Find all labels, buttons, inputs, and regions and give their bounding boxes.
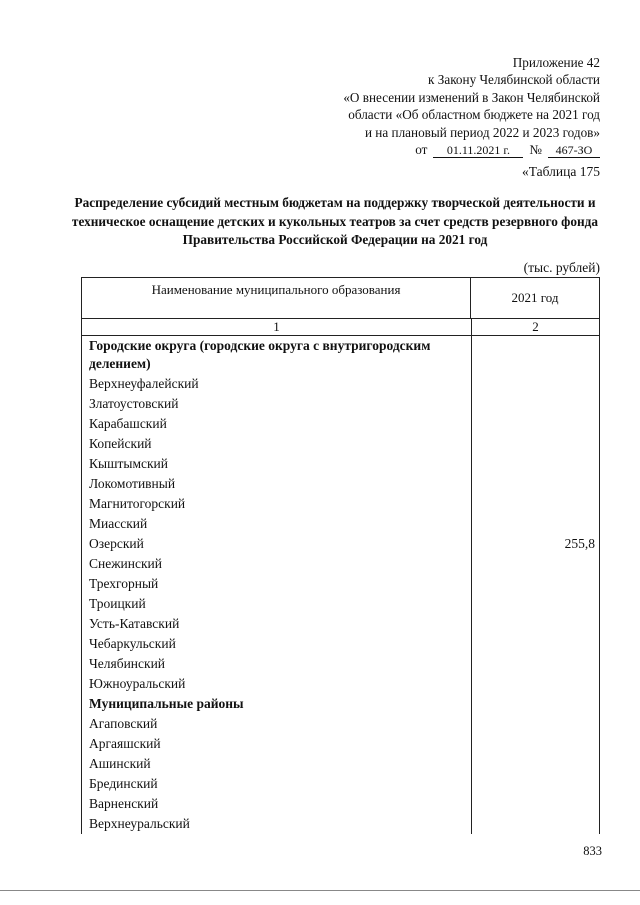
table-row [82, 554, 599, 574]
subsidy-value [471, 714, 599, 734]
subsidy-value [471, 754, 599, 774]
municipality-name: Варненский [89, 796, 159, 811]
table-row [82, 434, 599, 454]
municipality-name: Снежинский [89, 556, 162, 571]
table-row [82, 654, 599, 674]
municipality-name: Озерский [89, 536, 144, 551]
subsidy-value [471, 594, 599, 614]
table-row [82, 814, 599, 834]
subsidy-value [471, 336, 599, 374]
municipality-name: Усть-Катавский [89, 616, 180, 631]
subsidy-value: 255,8 [564, 536, 595, 551]
subsidy-value [471, 814, 599, 834]
municipality-name: Аргаяшский [89, 736, 161, 751]
table-header-row [82, 278, 599, 319]
subsidy-value [471, 614, 599, 634]
table-group-row [82, 694, 599, 714]
table-row [82, 794, 599, 814]
subsidy-value [471, 494, 599, 514]
subsidy-value [471, 794, 599, 814]
subsidy-value [471, 774, 599, 794]
table-row [82, 474, 599, 494]
table-row [82, 374, 599, 394]
units-label: (тыс. рублей) [523, 260, 600, 275]
subsidy-value [471, 474, 599, 494]
appendix-header [280, 54, 600, 158]
subsidy-value [471, 374, 599, 394]
table-row [82, 454, 599, 474]
municipality-name: Городские округа (городские округа с внутригородским делением) [89, 338, 431, 371]
column-header-year: 2021 год [511, 290, 559, 305]
subsidy-value [471, 414, 599, 434]
table-row [82, 734, 599, 754]
column-number-2: 2 [532, 319, 539, 334]
table-row [82, 774, 599, 794]
municipality-name: Брединский [89, 776, 158, 791]
table-row [82, 414, 599, 434]
subsidy-value [471, 454, 599, 474]
table-row [82, 714, 599, 734]
law-number: 467-ЗО [548, 143, 600, 158]
table-reference: «Таблица 175 [522, 164, 600, 179]
number-label: № [529, 142, 542, 158]
subsidy-value [471, 634, 599, 654]
footer-rule [0, 890, 640, 891]
appendix-line: «О внесении изменений в Закон Челябинской [343, 89, 600, 105]
document-title: Распределение субсидий местным бюджетам на поддержку творческой деятельности и техническое оснащение детских и кукольных театров за счет средств резервного фонда Правительства Российской Федерации на 2021 год [71, 195, 599, 247]
law-date: 01.11.2021 г. [433, 143, 523, 158]
municipality-name: Кыштымский [89, 456, 168, 471]
table-row [82, 534, 599, 554]
municipality-name: Локомотивный [89, 476, 176, 491]
subsidy-value [471, 574, 599, 594]
appendix-line: к Закону Челябинской области [428, 72, 600, 88]
municipality-name: Магнитогорский [89, 496, 186, 511]
municipality-name: Карабашский [89, 416, 167, 431]
table-row [82, 574, 599, 594]
municipality-name: Миасский [89, 516, 148, 531]
subsidy-value [471, 514, 599, 534]
subsidy-value [471, 674, 599, 694]
table-row [82, 674, 599, 694]
subsidy-value [471, 694, 599, 714]
subsidy-value [471, 554, 599, 574]
municipality-name: Ашинский [89, 756, 151, 771]
municipality-name: Верхнеуральский [89, 816, 190, 831]
table-row [82, 594, 599, 614]
subsidy-value [471, 394, 599, 414]
table-body [82, 336, 599, 834]
municipality-name: Муниципальные районы [89, 696, 244, 711]
subsidy-value [471, 434, 599, 454]
table-row [82, 634, 599, 654]
column-number-row [82, 319, 599, 336]
municipality-name: Чебаркульский [89, 636, 176, 651]
table-row [82, 514, 599, 534]
municipality-name: Верхнеуфалейский [89, 376, 199, 391]
municipality-name: Копейский [89, 436, 152, 451]
page-number: 833 [583, 844, 602, 858]
municipality-name: Челябинский [89, 656, 166, 671]
appendix-line: и на плановый период 2022 и 2023 годов» [364, 124, 600, 140]
municipality-name: Трехгорный [89, 576, 159, 591]
table-row [82, 614, 599, 634]
appendix-line: Приложение 42 [512, 55, 600, 70]
subsidy-table [81, 277, 600, 834]
subsidy-value [471, 734, 599, 754]
from-label: от [415, 142, 428, 158]
municipality-name: Златоустовский [89, 396, 179, 411]
appendix-line: области «Об областном бюджете на 2021 год [348, 107, 600, 123]
table-row [82, 394, 599, 414]
table-row [82, 754, 599, 774]
table-group-row [82, 336, 599, 374]
table-row [82, 494, 599, 514]
column-header-name: Наименование муниципального образования [82, 278, 471, 318]
law-signature-line [280, 141, 600, 158]
municipality-name: Агаповский [89, 716, 158, 731]
municipality-name: Южноуральский [89, 676, 186, 691]
municipality-name: Троицкий [89, 596, 146, 611]
subsidy-value [471, 654, 599, 674]
column-number-1: 1 [82, 319, 472, 335]
